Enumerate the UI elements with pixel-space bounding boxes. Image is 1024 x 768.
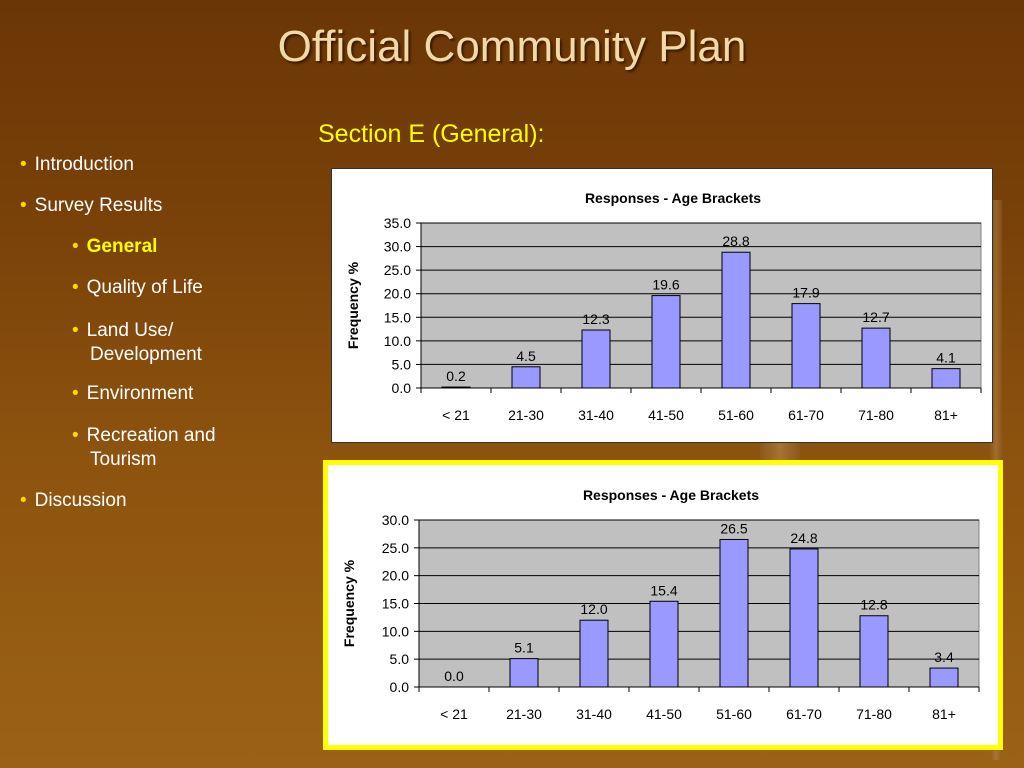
data-label: 17.9: [792, 284, 820, 301]
y-tick-label: 15.0: [383, 309, 411, 326]
bullet-icon: •: [72, 277, 79, 298]
x-tick-label: 81+: [932, 706, 956, 722]
y-axis-label: Frequency %: [345, 261, 361, 350]
nav-item-label: Recreation and: [86, 425, 216, 446]
nav-item-discussion[interactable]: [20, 489, 127, 513]
y-axis-label: Frequency %: [341, 559, 357, 648]
bullet-icon: •: [20, 154, 27, 175]
nav-item-survey-results[interactable]: [20, 194, 162, 218]
nav-item-introduction[interactable]: [20, 153, 134, 177]
x-tick-label: 41-50: [646, 706, 682, 722]
y-tick-label: 0.0: [391, 380, 411, 396]
bar: [582, 330, 610, 388]
nav-item-general[interactable]: [72, 235, 157, 259]
x-tick-label: 41-50: [648, 407, 684, 423]
bar: [722, 252, 750, 388]
data-label: 0.2: [446, 368, 466, 385]
chart-panel-top: [331, 168, 993, 443]
y-tick-label: 5.0: [389, 651, 409, 668]
nav-item-label-line2: Development: [90, 344, 202, 365]
y-tick-label: 10.0: [383, 332, 411, 349]
bar: [442, 387, 470, 388]
data-label: 26.5: [720, 520, 748, 537]
y-tick-label: 35.0: [383, 215, 411, 231]
chart-panel-bottom: [323, 460, 1003, 750]
y-tick-label: 0.0: [389, 679, 409, 695]
bar: [792, 304, 820, 388]
y-tick-label: 10.0: [381, 623, 409, 640]
data-label: 5.1: [514, 639, 534, 656]
x-tick-label: 31-40: [576, 706, 612, 722]
y-tick-label: 20.0: [381, 567, 409, 584]
nav-item-land-use[interactable]: [72, 319, 202, 367]
x-tick-label: < 21: [442, 407, 470, 423]
nav-item-label: Introduction: [34, 154, 134, 175]
x-tick-label: 71-80: [856, 706, 892, 722]
bar-chart-bottom: [328, 465, 998, 745]
x-tick-label: < 21: [440, 706, 468, 722]
data-label: 0.0: [444, 668, 464, 684]
nav-item-environment[interactable]: [72, 382, 193, 406]
nav-item-label: Discussion: [34, 490, 127, 511]
bullet-icon: •: [72, 320, 79, 341]
data-label: 12.3: [582, 311, 610, 328]
x-tick-label: 51-60: [716, 706, 752, 722]
x-tick-label: 61-70: [786, 706, 822, 722]
y-tick-label: 15.0: [381, 595, 409, 612]
bar: [860, 616, 888, 687]
bullet-icon: •: [72, 236, 79, 257]
nav-item-label: Land Use/: [86, 320, 174, 341]
bar: [720, 539, 748, 687]
bar: [932, 369, 960, 388]
nav-item-label: Quality of Life: [86, 277, 203, 298]
y-tick-label: 25.0: [381, 539, 409, 556]
bullet-icon: •: [20, 195, 27, 216]
bar: [790, 549, 818, 687]
nav-item-label: General: [86, 236, 158, 257]
bar: [930, 668, 958, 687]
bar: [652, 296, 680, 388]
chart-title: Responses - Age Brackets: [582, 487, 760, 503]
bar: [512, 367, 540, 388]
bar: [650, 601, 678, 687]
nav-item-quality-of-life[interactable]: [72, 276, 203, 300]
x-tick-label: 21-30: [508, 407, 544, 423]
x-tick-label: 21-30: [506, 706, 542, 722]
data-label: 4.5: [516, 347, 536, 364]
slide-title: Official Community Plan: [277, 22, 747, 71]
nav-item-recreation[interactable]: [72, 424, 216, 472]
y-tick-label: 5.0: [391, 356, 411, 373]
y-tick-label: 30.0: [383, 238, 411, 255]
bar: [510, 659, 538, 687]
nav-item-label: Environment: [86, 383, 194, 404]
data-label: 15.4: [650, 582, 678, 599]
y-tick-label: 30.0: [381, 512, 409, 528]
x-tick-label: 31-40: [578, 407, 614, 423]
data-label: 24.8: [790, 529, 818, 546]
plot-area: [421, 223, 981, 388]
y-tick-label: 25.0: [383, 262, 411, 279]
data-label: 12.0: [580, 601, 608, 618]
bullet-icon: •: [72, 425, 79, 446]
nav-item-label: Survey Results: [34, 195, 163, 216]
bullet-icon: •: [72, 383, 79, 404]
x-tick-label: 61-70: [788, 407, 824, 423]
chart-title: Responses - Age Brackets: [584, 190, 762, 206]
data-label: 28.8: [722, 233, 750, 250]
data-label: 19.6: [652, 276, 680, 293]
x-tick-label: 81+: [934, 407, 958, 423]
nav-item-label-line2: Tourism: [90, 449, 157, 470]
bar: [580, 620, 608, 687]
data-label: 3.4: [934, 649, 954, 666]
data-label: 4.1: [936, 349, 956, 366]
data-label: 12.7: [862, 309, 890, 326]
bar-chart-top: [332, 169, 992, 442]
data-label: 12.8: [860, 596, 888, 613]
bullet-icon: •: [20, 490, 27, 511]
bar: [862, 328, 890, 388]
section-subtitle: Section E (General):: [318, 120, 545, 148]
y-tick-label: 20.0: [383, 285, 411, 302]
x-tick-label: 71-80: [858, 407, 894, 423]
x-tick-label: 51-60: [718, 407, 754, 423]
